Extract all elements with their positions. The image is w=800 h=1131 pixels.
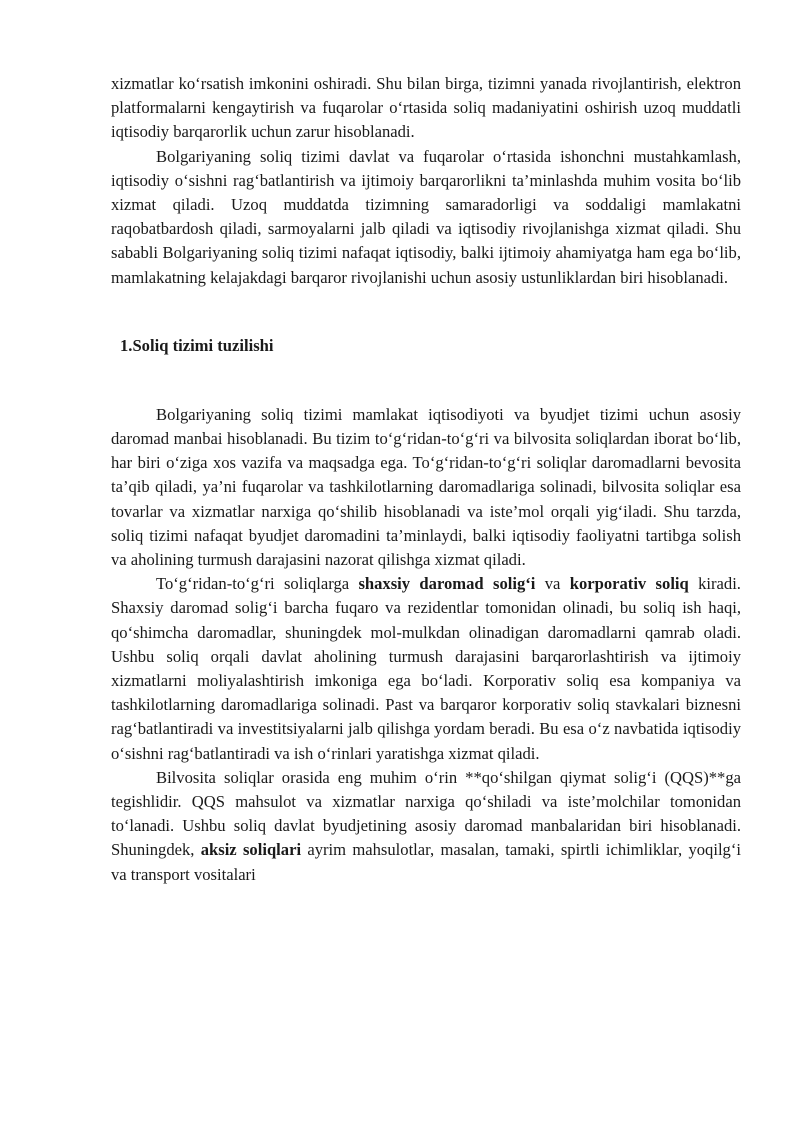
bold-term-corporate-tax: korporativ soliq [569, 574, 689, 594]
paragraph-summary: Bolgariyaning soliq tizimi davlat va fuqarolar o‘rtasida ishonchni mustahkamlash, iqtisodiy o‘sishni rag‘batlantirish va ijtimoiy barqarorlikni ta’minlashda muhim vosita bo‘lib xizmat qiladi. Uzoq muddatda tizimning samaradorligi va soddaligi mamlakatni raqobatbardosh qiladi, sarmoyalarni jalb qiladi va iqtisodiy rivojlanishga xizmat qiladi. Shu sababli Bolgariyaning soliq tizimi nafaqat iqtisodiy, balki ijtimoiy ahamiyatga ham ega bo‘lib, mamlakatning kelajakdagi barqaror rivojlanishi uchun asosiy ustunliklardan biri hisoblanadi. [111, 146, 741, 287]
bold-term-excise-taxes: aksiz soliqlari [200, 840, 302, 860]
text-run: va [535, 574, 570, 594]
paragraph-continuation: xizmatlar ko‘rsatish imkonini oshiradi. Shu bilan birga, tizimni yanada rivojlantirish, elektron platformalarni kengaytirish va fuqarolar o‘rtasida soliq madaniyatini oshirish uzoq muddatli iqtisodiy barqarorlik uchun zarur hisoblanadi. [111, 74, 741, 142]
paragraph-intro: Bolgariyaning soliq tizimi mamlakat iqtisodiyoti va byudjet tizimi uchun asosiy daromad manbai hisoblanadi. Bu tizim to‘g‘ridan-to‘g‘ri va bilvosita soliqlardan iborat bo‘lib, har biri o‘ziga xos vazifa va maqsadga ega. To‘g‘ridan-to‘g‘ri soliqlar daromadlarni bevosita ta’qib qiladi, ya’ni fuqarolar va tashkilotlarning daromadlariga solinadi, bilvosita soliqlar esa tovarlar va xizmatlar narxiga qo‘shilib hisoblanadi va iste’mol orqali yig‘iladi. Shu tarzda, soliq tizimi nafaqat byudjet daromadini ta’minlaydi, balki iqtisodiy faoliyatni tartibga solish va aholining turmush darajasini nazorat qilishga xizmat qiladi. [111, 404, 741, 570]
text-run: Bilvosita soliqlar orasida eng muhim o‘rin **qo‘shilgan qiymat solig‘i (QQS)**ga tegishlidir. QQS mahsulot va xizmatlar narxiga qo‘shiladi va iste’molchilar tomonidan to‘lanadi. Ushbu soliq davlat byudjetining asosiy daromad manbalaridan biri hisoblanadi. Shuningdek, [111, 767, 741, 860]
section-heading: 1.Soliq tizimi tuzilishi [120, 335, 274, 355]
paragraph-indirect-taxes [111, 766, 741, 887]
text-run: To‘g‘ridan-to‘g‘ri soliqlarga [156, 574, 359, 594]
document-page [111, 72, 741, 887]
bold-term-personal-income-tax: shaxsiy daromad solig‘i [358, 574, 536, 594]
paragraph-direct-taxes [111, 572, 741, 766]
text-run: ayrim mahsulotlar, masalan, tamaki, spirtli ichimliklar, yoqilg‘i va transport vositalari [111, 840, 741, 884]
text-run: kiradi. Shaxsiy daromad solig‘i barcha fuqaro va rezidentlar tomonidan olinadi, bu soliq ish haqi, qo‘shimcha daromadlar, shuningdek mol-mulkdan olinadigan daromadlarni qamrab oladi. Ushbu soliq orqali davlat aholining turmush darajasini barqarorlashtirish va ijtimoiy xizmatlarni moliyalashtirish imkoniga ega bo‘ladi. Korporativ soliq esa kompaniya va tashkilotlarning daromadlariga solinadi. Past va barqaror korporativ soliq stavkalari biznesni rag‘batlantiradi va investitsiyalarni jalb qilishga yordam beradi. Bu esa o‘z navbatida iqtisodiy o‘sishni rag‘batlantiradi va ish o‘rinlari yaratishga xizmat qiladi. [111, 574, 741, 763]
